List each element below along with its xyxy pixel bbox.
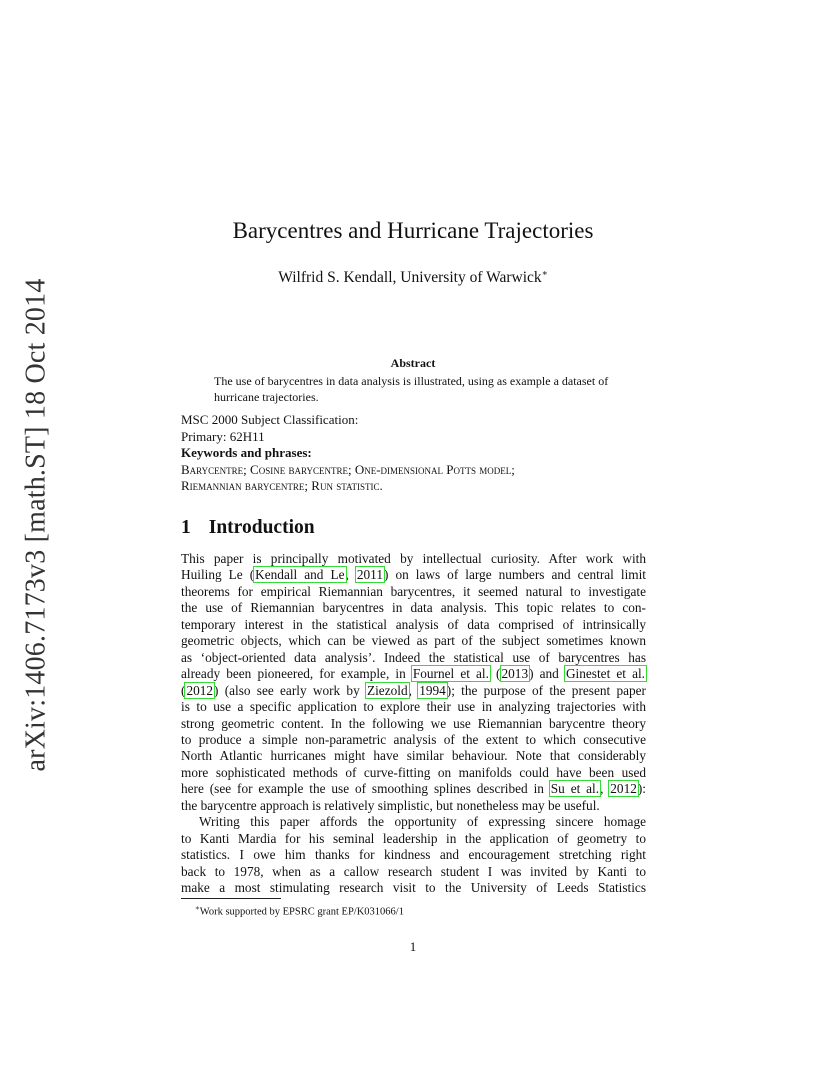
- keywords-line-2: Riemannian barycentre; Run statistic.: [181, 478, 383, 493]
- text-run: (: [489, 666, 501, 682]
- section-title: Introduction: [208, 517, 315, 538]
- text-run: already been pioneered, for example, in: [181, 666, 412, 682]
- section-number: 1: [181, 517, 191, 538]
- body-line: to produce a simple non-parametric analysis of the extent to which consecutive: [181, 731, 646, 747]
- text-run: ); the purpose of the present paper: [446, 682, 646, 698]
- page-number: 1: [409, 939, 417, 954]
- body-line: theorems for empirical Riemannian barycentres, it seemed natural to investigate: [181, 583, 646, 599]
- text-run: ,: [345, 567, 356, 583]
- introduction-body: [181, 551, 646, 897]
- text-run: ) and: [529, 666, 565, 682]
- body-line: as ‘object-oriented data analysis’. Indeed the statistical use of barycentres has: [181, 649, 646, 665]
- body-line: is to use a specific application to explore their use in analyzing trajectories with: [181, 699, 646, 715]
- body-line: statistics. I owe him thanks for kindness and encouragement stretching right: [181, 847, 646, 863]
- body-line: the use of Riemannian barycentres in data analysis. This topic relates to con-: [181, 600, 646, 616]
- footnote-text: Work supported by EPSRC grant EP/K031066/1: [199, 906, 404, 918]
- footnote-mark: ∗: [195, 904, 200, 912]
- citation-su-year[interactable]: 2012: [610, 781, 637, 797]
- body-line: make a most stimulating research visit to the University of Leeds Statistics: [181, 880, 646, 896]
- abstract-heading: Abstract: [390, 356, 436, 370]
- body-line: [181, 781, 646, 797]
- body-line: [181, 567, 646, 583]
- body-line: geometric objects, which can be viewed as part of the subject sometimes known: [181, 633, 646, 649]
- arxiv-id-text: arXiv:1406.7173v3 [math.ST] 18 Oct 2014: [21, 277, 53, 772]
- keywords-line-1: Barycentre; Cosine barycentre; One-dimensional Potts model;: [181, 461, 515, 477]
- author-footnote-mark[interactable]: ∗: [541, 268, 548, 278]
- citation-kendall-le-year[interactable]: 2011: [356, 567, 383, 583]
- msc-primary: Primary: 62H11: [181, 428, 265, 444]
- body-line: North Atlantic hurricanes might have similar behaviour. Note that considerably: [181, 748, 646, 764]
- body-line: the barycentre approach is relatively simplistic, but nonetheless may be useful.: [181, 797, 600, 813]
- arxiv-side-identifier: [17, 272, 57, 777]
- citation-fournel[interactable]: Fournel et al.: [412, 666, 489, 682]
- citation-ginestet-year[interactable]: 2012: [186, 682, 214, 698]
- citation-kendall-le[interactable]: Kendall and Le: [255, 567, 345, 583]
- body-line: [181, 683, 646, 699]
- abstract-text: The use of barycentres in data analysis is illustrated, using as example a dataset of hurricane trajectories.: [214, 374, 609, 404]
- body-line: Writing this paper affords the opportunity of expressing sincere homage: [199, 814, 646, 830]
- text-run: ,: [600, 781, 610, 797]
- classification-block: [181, 412, 646, 495]
- body-line: This paper is principally motivated by intellectual curiosity. After work with: [181, 551, 646, 566]
- text-run: ) on laws of large numbers and central limit: [383, 567, 646, 583]
- text-run: ,: [408, 682, 419, 698]
- author-line: [180, 262, 646, 289]
- text-run: (: [181, 682, 186, 698]
- body-line: [181, 666, 646, 682]
- footnote-rule: [181, 898, 281, 899]
- keywords-heading: Keywords and phrases:: [181, 445, 312, 460]
- body-line: strong geometric content. In the following we use Riemannian barycentre theory: [181, 715, 646, 731]
- body-line: back to 1978, when as a callow research student I was invited by Kanti to: [181, 863, 646, 879]
- body-line: temporary interest in the statistical analysis of data comprised of intrinsically: [181, 616, 646, 632]
- citation-su[interactable]: Su et al.: [550, 781, 600, 797]
- paper-title: Barycentres and Hurricane Trajectories: [232, 218, 594, 243]
- citation-ziezold-year[interactable]: 1994: [419, 682, 446, 698]
- body-line: to Kanti Mardia for his seminal leadership in the application of geometry to: [181, 830, 646, 846]
- text-run: ) (also see early work by: [214, 682, 366, 698]
- abstract-block: [214, 374, 614, 405]
- citation-ginestet[interactable]: Ginestet et al.: [565, 666, 645, 682]
- citation-fournel-year[interactable]: 2013: [501, 666, 529, 682]
- text-run: ):: [637, 781, 646, 797]
- msc-label: MSC 2000 Subject Classification:: [181, 412, 359, 427]
- footnote: [195, 901, 645, 920]
- text-run: here (see for example the use of smoothing splines described in: [181, 781, 550, 797]
- text-run: Huiling Le (: [181, 567, 255, 583]
- author-name: Wilfrid S. Kendall, University of Warwick: [278, 269, 542, 287]
- body-line: more sophisticated methods of curve-fitting on manifolds could have been used: [181, 764, 646, 780]
- citation-ziezold[interactable]: Ziezold: [366, 682, 408, 698]
- section-heading-introduction: [181, 514, 315, 542]
